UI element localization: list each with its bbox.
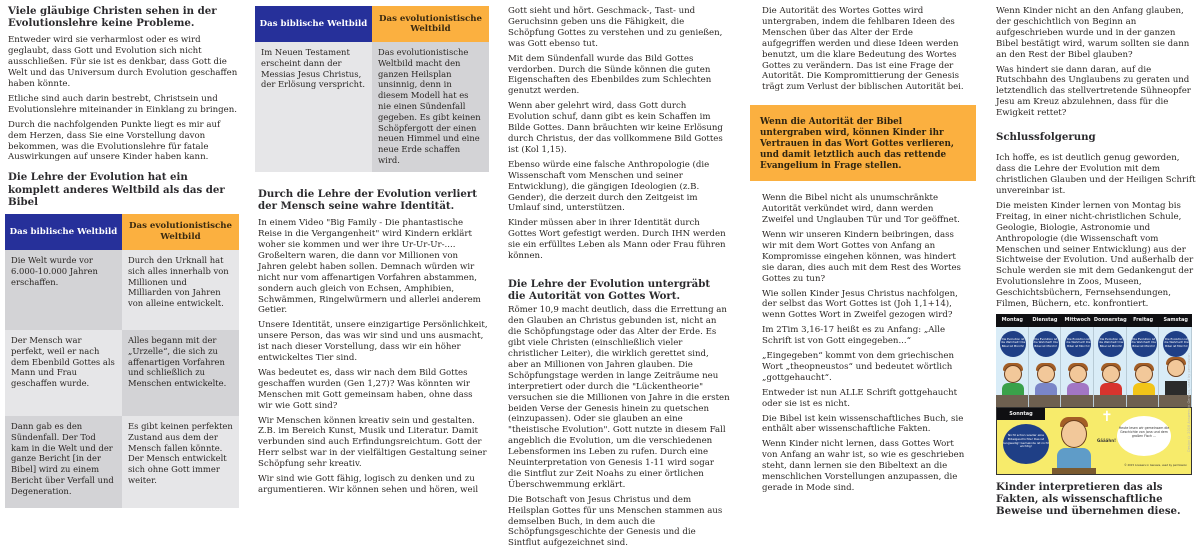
highlight-box: Wenn die Autorität der Bibel untergraben wird, können Kinder ihr Vertrauen in das Wort Gottes verlieren, und damit letztlich auch das rettende Evangelium in Frage stellen. (750, 105, 976, 181)
side-credit: Design © 2016 Answers in Genesis, used by permission (1187, 353, 1191, 452)
paragraph: Ich hoffe, es ist deutlich genug geworden, dass die Lehre der Evolution mit dem christlichen Glauben und der Heiligen Schrift unvereinbar ist. (996, 153, 1196, 196)
speech-bubble: Die Evolution ist die Wahrheit! Die Bibel ist Mürchi! (1000, 331, 1026, 357)
comic-strip (996, 314, 1192, 475)
day-label: Mittwoch (1064, 317, 1091, 323)
header-biblical-worldview: Das biblische Weltbild (255, 6, 372, 42)
table-cell: Es gibt keinen perfekten Zustand aus dem der Mensch fallen könnte. Der Mensch entwickelt sich ohne Gott immer weiter. (122, 416, 239, 508)
paragraph: Wenn Kinder nicht an den Anfang glauben, der geschichtlich von Beginn an aufgeschrieben wurde und in der ganzen Bibel bestätigt wird, warum sollten sie dann an den Rest der Bibel glauben? (996, 6, 1190, 60)
speech-bubble: Die Evolution ist die Wahrheit! Die Bibel ist Mürchi! (1098, 331, 1124, 357)
child-head-illustration (1135, 365, 1153, 383)
child-head-illustration (1037, 365, 1055, 383)
paragraph: Die Bibel ist kein wissenschaftliches Buch, sie enthält aber wissenschaftliche Fakten. (762, 413, 964, 435)
yawn-text: Gääähn! (1097, 437, 1116, 443)
worldview-comparison-table (5, 214, 239, 508)
day-label: Donnerstag (1093, 317, 1127, 323)
day-label: Samstag (1163, 317, 1188, 323)
header-evolutionist-worldview: Das evolutionistische Weltbild (372, 6, 489, 42)
paragraph: Wenn die Bibel nicht als unumschränkte Autorität verkündet wird, dann werden Zweifel und Unglauben Tür und Tor geöffnet. (762, 193, 960, 226)
child-shirt-illustration (1133, 383, 1155, 395)
table-cell: Dann gab es den Sündenfall. Der Tod kam in die Welt und der ganze Bericht [in der Bibel] wird zu einem Bericht über Verfall und Degeneration. (5, 416, 122, 508)
paragraph: In einem Video "Big Family - Die phantastische Reise in die Vergangenheit" wird Kindern erklärt woher sie kommen und wer ihre Ur-Ur-Ur-.... Großeltern waren, die dann vor Millionen von Jahren gelebt haben sollen. Demnach würden wir nicht nur vom affenartigen Vorfahren abstammen, sondern auch gleich von Echsen, Amphibien, Schwämmen, Ringelwürmern und allerlei anderem Getier. (258, 218, 481, 316)
paragraph: Etliche sind auch darin bestrebt, Christsein und Evolutionslehre miteinander in Einklang zu bringen. (8, 93, 237, 115)
child-speech-bubble: Nicht schon wieder eine Bibelgeschichte! Das ist langweilig! Gemeinde ist nicht wichtig! (1003, 424, 1049, 464)
intro-heading: Viele gläubige Christen sehen in der Evolutionslehre keine Probleme. (8, 5, 217, 30)
table-cell: Im Neuen Testament erscheint dann der Messias Jesus Christus, der Erlösung verspricht. (255, 42, 372, 172)
weekday-panels (996, 327, 1192, 407)
child-head-illustration (1167, 359, 1185, 377)
child-shirt-illustration (1002, 383, 1024, 395)
paragraph: „Eingegeben“ kommt von dem griechischen Wort „theopneustos“ und bedeutet wörtlich „gottgehaucht“. (762, 351, 954, 383)
paragraph: Wie sollen Kinder Jesus Christus nachfolgen, der selbst das Wort Gottes ist (Joh 1,1+14), wenn Gottes Wort in Zweifel gezogen wird? (762, 288, 958, 321)
column-2 (258, 6, 488, 500)
cross-icon: ✝ (1101, 408, 1113, 425)
weekday-bar (996, 314, 1192, 327)
pew-illustration (1052, 468, 1096, 474)
comic-copyright: © 2015 Answers in Genesis, used by permission (1124, 464, 1187, 468)
conclusion-heading: Schlussfolgerung (996, 131, 1096, 144)
identity-heading: Durch die Lehre der Evolution verliert der Mensch seine wahre Identität. (258, 187, 477, 212)
paragraph: Mit dem Sündenfall wurde das Bild Gottes verdorben. Durch die Sünde können die guten Eigenschaften des Ebenbildes zum Schlechten genutzt werden. (508, 53, 712, 97)
worldview-heading: Die Lehre der Evolution hat ein komplett anderes Weltbild als das der Bibel (8, 171, 225, 208)
column-1 (8, 5, 240, 508)
table-cell: Das evolutionistische Weltbild macht den ganzen Heilsplan unsinnig, denn in diesem Modell hat es nie einen Sündenfall gegeben. Es gibt keinen Schöpfergott der einen neuen Himmel und eine neue Erde schaffen wird. (372, 42, 489, 172)
header-biblical-worldview: Das biblische Weltbild (5, 214, 122, 250)
day-label: Freitag (1133, 317, 1154, 323)
desk-illustration (1029, 395, 1061, 407)
paragraph: Kinder müssen aber in ihrer Identität durch Gottes Wort gefestigt werden. Durch IHN werden sie ein erfülltes Leben als Mann oder Frau führen können. (508, 218, 726, 262)
table-row (5, 416, 239, 508)
table-cell: Alles begann mit der „Urzelle“, die sich zu affenartigen Vorfahren und schließlich zu Menschen entwickelte. (122, 330, 239, 416)
worldview-comparison-table-continued (255, 6, 489, 172)
paragraph: Wir Menschen können kreativ sein und gestalten. Z.B. im Bereich Kunst, Musik und Literatur. Damit verbunden sind auch Erfindungsreichtum. Gott der Herr selbst war in der vielfältigen Gestaltung seiner Schöpfung sehr kreativ. (258, 415, 487, 470)
table-cell: Durch den Urknall hat sich alles innerhalb von Millionen und Milliarden von Jahren von alleine entwickelt. (122, 250, 239, 330)
pastor-speech-bubble: Heute lesen wir gemeinsam die Geschichte von Jona und dem großen Fisch ... (1117, 416, 1171, 456)
column-3 (508, 6, 730, 553)
sunday-panel (996, 407, 1192, 475)
desk-illustration (1061, 395, 1093, 407)
desk-illustration (1127, 395, 1159, 407)
child-shirt-illustration (1035, 383, 1057, 395)
table-row (5, 330, 239, 416)
paragraph: Im 2Tim 3,16-17 heißt es zu Anfang: „Alle Schrift ist von Gott eingegeben...“ (762, 325, 946, 347)
weekday-panel (1094, 327, 1127, 407)
paragraph: Wenn aber gelehrt wird, dass Gott durch Evolution schuf, dann gibt es kein Schaffen im Bilde Gottes. Dann bräuchten wir keine Erlösung durch Christus, der das vollkommene Bild Gottes ist (Kol 1,15). (508, 101, 723, 155)
table-cell: Der Mensch war perfekt, weil er nach dem Ebenbild Gottes als Mann und Frau geschaffen wurde. (5, 330, 122, 416)
table-cell: Die Welt wurde vor 6.000-10.000 Jahren erschaffen. (5, 250, 122, 330)
paragraph: Ebenso würde eine falsche Anthropologie (die Wissenschaft vom Menschen und seiner Entwicklung), die gängigen Ideologien (z.B. Gender), die derzeit durch den Zeitgeist im Umlauf sind, unterstützen. (508, 159, 710, 214)
desk-illustration (996, 395, 1028, 407)
day-label: Dienstag (1032, 317, 1058, 323)
weekday-panel (1029, 327, 1062, 407)
paragraph: Die meisten Kinder lernen von Montag bis Freitag, in einer nicht-christlichen Schule, Geologie, Biologie, Astronomie und Anthropologie (die Wissenschaft vom Menschen und seiner Entwicklung) aus der Sichtweise der Evolution. Und außerhalb der Schule werden sie mit dem Gedankengut der Evolutionslehre in Zoos, Museen, Geschichtsbüchern, Fernsehsendungen, Filmen, Büchern, etc. konfrontiert. (996, 200, 1194, 310)
paragraph: Was bedeutet es, dass wir nach dem Bild Gottes geschaffen wurden (Gen 1,27)? Was könnten wir Menschen mit Gott gemeinsam haben, ohne dass wir wie Gott sind? (258, 367, 473, 411)
child-shirt-illustration (1067, 383, 1089, 395)
speech-bubble: Die Evolution ist die Wahrheit! Die Bibel ist Mürchi! (1131, 331, 1157, 357)
table-row (255, 42, 489, 172)
paragraph: Gott sieht und hört. Geschmack-, Tast- und Geruchsinn geben uns die Fähigkeit, die Schöpfung Gottes zu verstehen und zu genießen, was Gott ebenso tut. (508, 6, 723, 49)
sunday-label: Sonntag (997, 408, 1045, 420)
child-head-illustration (1061, 420, 1087, 448)
header-evolutionist-worldview: Das evolutionistische Weltbild (122, 214, 239, 250)
weekday-panel (996, 327, 1029, 407)
paragraph: Die Botschaft von Jesus Christus und dem Heilsplan Gottes für uns Menschen stammen aus demselben Buch, in dem auch die Schöpfungsgeschichte der Genesis und die Sintflut aufgezeichnet sind. (508, 494, 723, 549)
weekday-panel (1061, 327, 1094, 407)
desk-illustration (1094, 395, 1126, 407)
paragraph: Entweder ist nun ALLE Schrift gottgehaucht oder sie ist es nicht. (762, 387, 958, 409)
column-4 (762, 6, 967, 498)
speech-bubble: Die Evolution ist die Wahrheit! Die Bibel ist Mürchi! (1163, 331, 1189, 357)
paragraph: Wenn Kinder nicht lernen, dass Gottes Wort von Anfang an wahr ist, so wie es geschrieben steht, dann lernen sie den Bibeltext an die menschlichen Vorstellungen anzupassen, die gerade in Mode sind. (762, 439, 965, 493)
paragraph: Unsere Identität, unsere einzigartige Persönlichkeit, unsere Person, das was wir sind und uns ausmacht, ist nach dieser Vorstellung, dass wir ein höher entwickeltes Tier sind. (258, 320, 488, 364)
table-header-row (5, 214, 239, 250)
child-head-illustration (1102, 365, 1120, 383)
paragraph: Entweder wird sie verharmlost oder es wird geglaubt, dass Gott und Evolution sich nicht ausschließen. Für sie ist es denkbar, dass Gott die Welt und das Universum durch Evolution geschaffen haben könnte. (8, 35, 238, 90)
child-head-illustration (1069, 365, 1087, 383)
weekday-panel (1127, 327, 1160, 407)
paragraph: Die Autorität des Wortes Gottes wird untergraben, indem die fehlbaren Ideen des Menschen über das Alter der Erde aufgegriffen werden und diese Ideen werden benutzt, um die klare Bedeutung des Wortes Gottes zu verändern. Das ist eine Frage der Autorität. Die Kompromittierung der Genesis trägt zum Verlust der biblischen Autorität bei. (762, 6, 964, 93)
paragraph: Wenn wir unseren Kindern beibringen, dass wir mit dem Wort Gottes von Anfang an Kompromisse eingehen können, was hindert sie daran, dies auch mit dem Rest des Wortes Gottes zu tun? (762, 229, 961, 284)
paragraph: Durch die nachfolgenden Punkte liegt es mir auf dem Herzen, dass Sie eine Vorstellung davon bekommen, was die Evolutionslehre für fatale Auswirkungen auf unsere Kinder haben kann. (8, 119, 221, 163)
comic-caption: Kinder interpretieren das als Fakten, als wissenschaftliche Beweise und übernehmen diese. (996, 480, 1181, 518)
table-header-row (255, 6, 489, 42)
child-shirt-illustration (1100, 383, 1122, 395)
paragraph: Wir sind wie Gott fähig, logisch zu denken und zu argumentieren. Wir können sehen und hören, weil (258, 474, 479, 496)
child-body-illustration (1057, 448, 1091, 470)
paragraph: Römer 10,9 macht deutlich, dass die Errettung an den Glauben an Christus gebunden ist, nicht an die Schöpfungstage oder das Alter der Erde. Es gibt viele Christen (einschließlich vieler christlicher Leiter), die wirklich gerettet sind, aber an Millionen von Jahren glauben. Die Schöpfungstage werden in lange Zeiträume neu interpretiert oder durch die "Lückentheorie" versuchen sie die Millionen von Jahre in die ersten beiden Verse der Genesis hinein zu quetschen (einzupassen). Oder sie glauben an eine "theistische Evolution". Gott nutzte in diesem Fall angeblich die Evolution, um die verschiedenen Lebensformen ins Leben zu rufen. Durch eine Neuinterpretation von Genesis 1-11 wird sogar die Sintflut zur Zeit Noahs zu einer örtlichen Überschwemmung erklärt. (508, 305, 730, 490)
paragraph: Was hindert sie dann daran, auf die Rutschbahn des Unglaubens zu geraten und letztendlich das stellvertretende Sühneopfer Jesu am Kreuz abzulehnen, dass für die Ewigkeit rettet? (996, 64, 1191, 119)
authority-heading: Die Lehre der Evolution untergräbt die Autorität von Gottes Wort. (508, 277, 711, 303)
speech-bubble: Die Evolution ist die Wahrheit! Die Bibel ist Mürchi! (1033, 331, 1059, 357)
column-5 (996, 6, 1196, 518)
day-label: Montag (1001, 317, 1023, 323)
speech-bubble: Die Evolution ist die Wahrheit! Die Bibel ist Mürchi! (1065, 331, 1091, 357)
child-head-illustration (1004, 365, 1022, 383)
table-row (5, 250, 239, 330)
